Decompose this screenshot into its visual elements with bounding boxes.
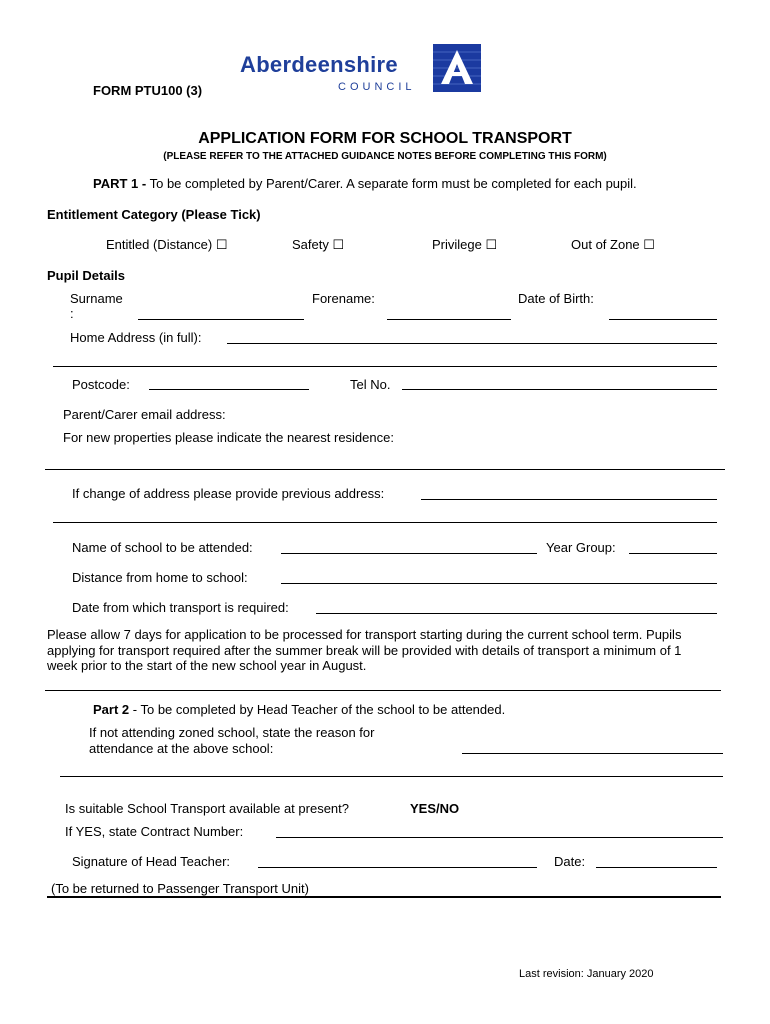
- forename-label: Forename:: [312, 291, 375, 306]
- date-label: Date:: [554, 854, 586, 869]
- zoned-reason-field-line2[interactable]: [60, 776, 723, 777]
- distance-label: Distance from home to school:: [72, 570, 248, 585]
- contract-number-label: If YES, state Contract Number:: [65, 824, 244, 839]
- pupil-details-heading: Pupil Details: [47, 268, 126, 283]
- dob-field[interactable]: [609, 319, 717, 320]
- email-label: Parent/Carer email address:: [63, 407, 226, 422]
- new-properties-label: For new properties please indicate the nearest residence:: [63, 430, 394, 445]
- zoned-reason-label-line1: If not attending zoned school, state the reason for: [89, 725, 375, 740]
- surname-colon: :: [70, 306, 74, 321]
- entitlement-option-out-of-zone[interactable]: Out of Zone ☐: [571, 237, 655, 252]
- date-field[interactable]: [596, 867, 717, 868]
- entitlement-option-distance[interactable]: Entitled (Distance) ☐: [106, 237, 228, 252]
- tel-field[interactable]: [402, 389, 717, 390]
- year-group-field[interactable]: [629, 553, 717, 554]
- return-note: (To be returned to Passenger Transport Unit): [51, 881, 309, 896]
- tel-label: Tel No.: [350, 377, 391, 392]
- surname-label: Surname: [70, 291, 123, 306]
- form-title: APPLICATION FORM FOR SCHOOL TRANSPORT: [198, 130, 572, 147]
- previous-address-field[interactable]: [421, 499, 717, 500]
- signature-label: Signature of Head Teacher:: [72, 854, 231, 869]
- bottom-divider: [47, 896, 721, 898]
- transport-available-label: Is suitable School Transport available at present?: [65, 801, 350, 816]
- forename-field[interactable]: [387, 319, 511, 320]
- logo-name: Aberdeenshire: [240, 52, 398, 77]
- postcode-field[interactable]: [149, 389, 309, 390]
- signature-field[interactable]: [258, 867, 537, 868]
- entitlement-option-privilege[interactable]: Privilege ☐: [432, 237, 498, 252]
- processing-notice: Please allow 7 days for application to be processed for transport starting during the current school term. Pupils applying for transport required after the summer break will be provided with details of transport a minimum of 1 week prior to the start of the new school year in August.: [47, 627, 682, 673]
- school-label: Name of school to be attended:: [72, 540, 253, 555]
- part2-text: - To be completed by Head Teacher of the school to be attended.: [132, 702, 506, 717]
- date-from-field[interactable]: [316, 613, 717, 614]
- previous-address-field-line2[interactable]: [53, 522, 717, 523]
- home-address-label: Home Address (in full):: [70, 330, 202, 345]
- entitlement-option-safety[interactable]: Safety ☐: [292, 237, 345, 252]
- distance-field[interactable]: [281, 583, 717, 584]
- dob-label: Date of Birth:: [518, 291, 594, 306]
- yes-no-option[interactable]: YES/NO: [410, 801, 460, 816]
- council-logo: [240, 48, 485, 98]
- postcode-label: Postcode:: [72, 377, 130, 392]
- zoned-reason-field[interactable]: [462, 753, 723, 754]
- entitlement-heading: Entitlement Category (Please Tick): [47, 207, 261, 222]
- home-address-field-line2[interactable]: [53, 366, 717, 367]
- school-field[interactable]: [281, 553, 537, 554]
- zoned-reason-label-line2: attendance at the above school:: [89, 741, 274, 756]
- part1-label: PART 1 -: [93, 176, 147, 191]
- part1-instruction: [93, 176, 637, 191]
- contract-number-field[interactable]: [276, 837, 723, 838]
- previous-address-label: If change of address please provide previous address:: [72, 486, 385, 501]
- revision-date: Last revision: January 2020: [519, 968, 654, 980]
- nearest-residence-field[interactable]: [45, 469, 725, 470]
- form-code: FORM PTU100 (3): [93, 83, 203, 98]
- logo-emblem-icon: [433, 44, 481, 92]
- part2-label: Part 2: [93, 702, 130, 717]
- year-group-label: Year Group:: [546, 540, 616, 555]
- form-subtitle: (PLEASE REFER TO THE ATTACHED GUIDANCE NOTES BEFORE COMPLETING THIS FORM): [163, 151, 607, 162]
- part2-instruction: [93, 702, 505, 717]
- logo-sub: COUNCIL: [338, 81, 416, 93]
- home-address-field[interactable]: [227, 343, 717, 344]
- part1-text: To be completed by Parent/Carer. A separate form must be completed for each pupil.: [149, 176, 637, 191]
- section-divider: [45, 690, 721, 691]
- date-from-label: Date from which transport is required:: [72, 600, 289, 615]
- surname-field[interactable]: [138, 319, 304, 320]
